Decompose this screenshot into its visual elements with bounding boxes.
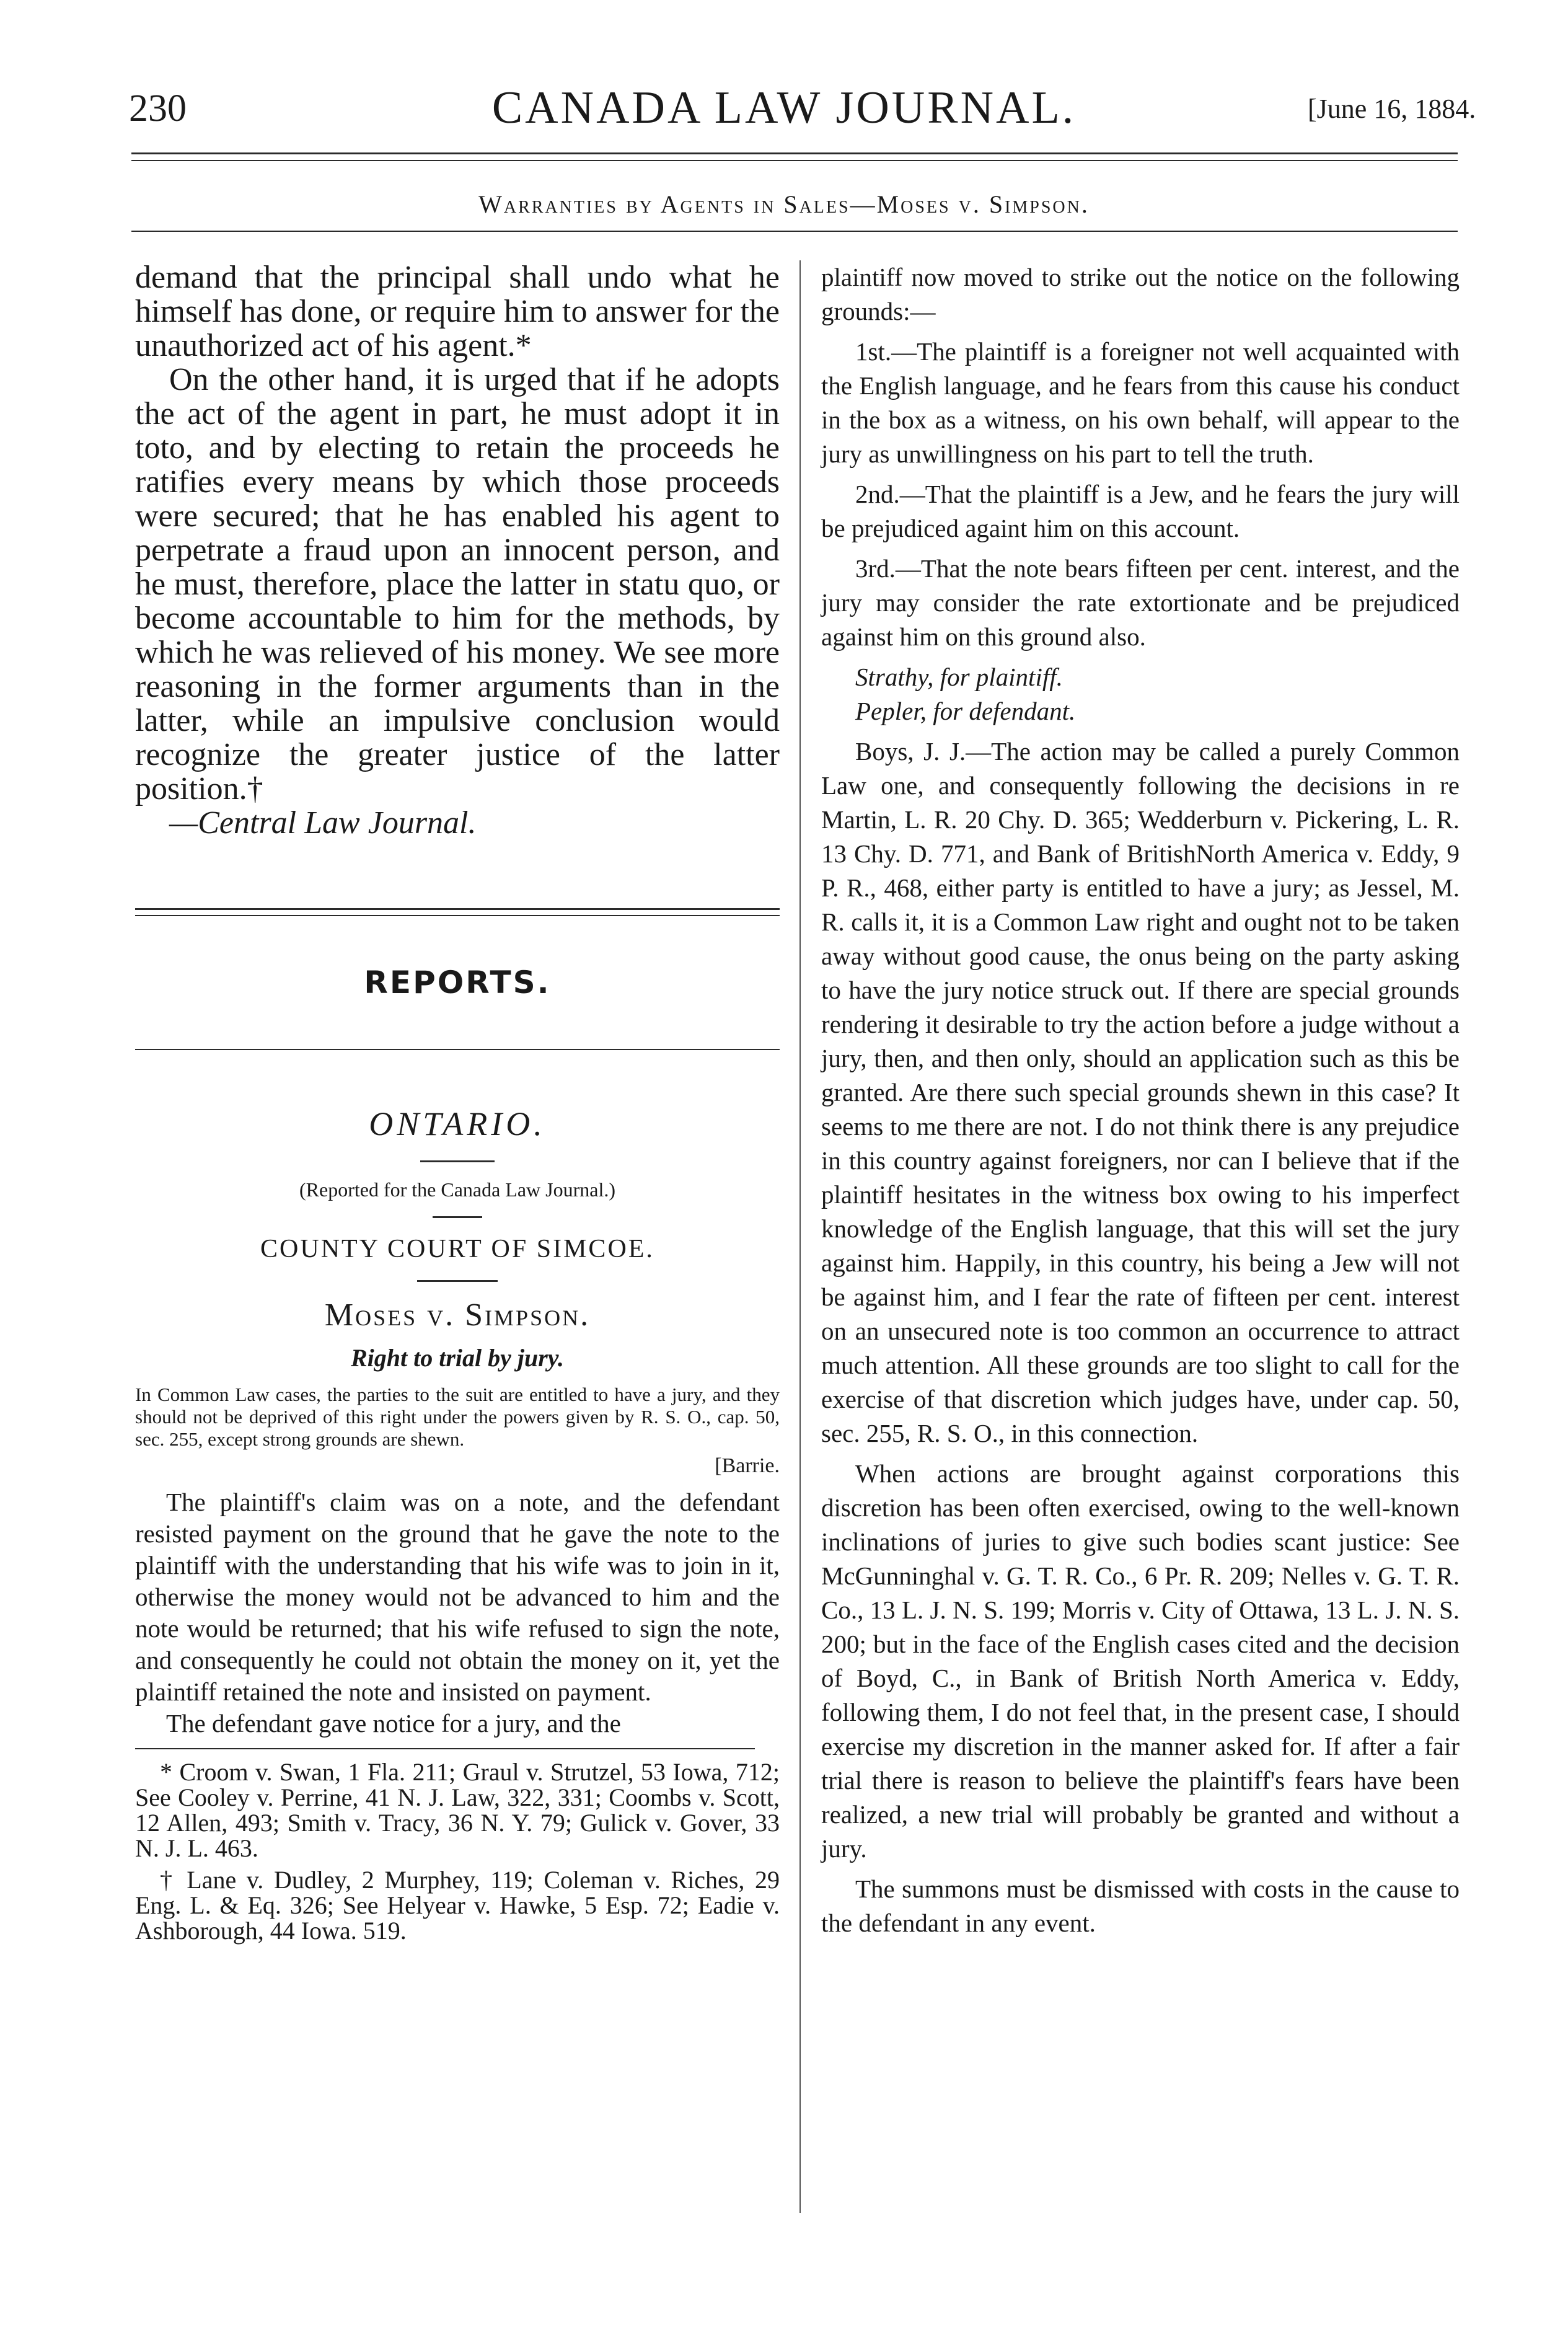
headnote: In Common Law cases, the parties to the suit are entitled to have a jury, and they should not be deprived of this right under the powers given by R. S. O., cap. 50, sec. 255, except strong grounds are shewn. bbox=[135, 1384, 780, 1450]
running-head-rule bbox=[131, 231, 1458, 232]
counsel-plaintiff: Strathy, for plaintiff. bbox=[855, 663, 1063, 691]
case-statement bbox=[135, 1486, 780, 1739]
article-source: —Central Law Journal. bbox=[169, 805, 477, 841]
header-rule-top bbox=[131, 152, 1458, 154]
header-rule-bottom bbox=[131, 160, 1458, 161]
paragraph: The plaintiff's claim was on a note, and the defendant resisted payment on the ground that he gave the note to the plaintiff with the understanding that his wife was to join in it, otherwise the money would not be advanced to him and the note would be returned; that his wife refused to sign the note, and consequently he could not obtain the money on it, yet the plaintiff retained the note and insisted on payment. bbox=[135, 1488, 780, 1706]
column-divider bbox=[799, 260, 801, 2213]
paragraph: demand that the principal shall undo what he himself has done, or require him to answer for the unauthorized act of his agent.* bbox=[135, 260, 780, 363]
footnote: * Croom v. Swan, 1 Fla. 211; Graul v. Strutzel, 53 Iowa, 712; See Cooley v. Perrine, 41 N. J. Law, 322, 331; Coombs v. Scott, 12 Allen, 493; Smith v. Tracy, 36 N. Y. 79; Gulick v. Gover, 33 N. J. L. 463. bbox=[135, 1758, 780, 1862]
paragraph: plaintiff now moved to strike out the notice on the following grounds:— bbox=[821, 263, 1460, 325]
paragraph: 2nd.—That the plaintiff is a Jew, and he fears the jury will be prejudiced againt him on this account. bbox=[821, 480, 1460, 542]
right-column bbox=[821, 260, 1460, 1946]
paragraph: 3rd.—That the note bears fifteen per cent. interest, and the jury may consider the rate extortionate and be prejudiced against him on this ground also. bbox=[821, 554, 1460, 651]
page-number: 230 bbox=[129, 87, 187, 130]
reports-heading: REPORTS. bbox=[364, 965, 551, 1000]
judgment-paragraph: Boys, J. J.—The action may be called a purely Common Law one, and consequently following the decisions in re Martin, L. R. 20 Chy. D. 365; Wedderburn v. Pickering, L. R. 13 Chy. D. 771, and Bank of BritishNorth America v. Eddy, 9 P. R., 468, either party is entitled to have a jury; as Jessel, M. R. calls it, it is a Common Law right and ought not to be taken away without good cause, the onus being on the party asking to have the jury notice struck out. If there are special grounds rendering it desirable to try the action before a judge without a jury, then, and then only, should an application such as this be granted. Are there such special grounds shewn in this case? It seems to me there are not. I do not think there is any prejudice in this country against foreigners, nor can I believe that if the plaintiff hesitates in the witness box owing to his imperfect knowledge of the English language, that this will set the jury against him. Happily, in this country, his being a Jew will not be against him, and I fear the rate of fifteen per cent. interest on an unsecured note is too common an occurrence to attract much attention. All these grounds are too slight to call for the exercise of that discretion which judges have, under cap. 50, sec. 255, R. S. O., in this connection. bbox=[821, 737, 1460, 1447]
issue-date: [June 16, 1884. bbox=[1308, 94, 1476, 124]
reported-for: (Reported for the Canada Law Journal.) bbox=[299, 1178, 616, 1201]
paragraph: 1st.—The plaintiff is a foreigner not well acquainted with the English language, and he fears from this cause his conduct in the box as a witness, on his own behalf, will appear to the jury as unwillingness on his part to tell the truth. bbox=[821, 337, 1460, 468]
judgment-paragraph: When actions are brought against corporations this discretion has been often exercised, owing to the well-known inclinations of juries to give such bodies scant justice: See McGunninghal v. G. T. R. Co., 6 Pr. R. 209; Nelles v. G. T. R. Co., 13 L. J. N. S. 199; Morris v. City of Ottawa, 13 L. J. N. S. 200; but in the face of the English cases cited and the decision of Boyd, C., in Bank of British North America v. Eddy, following them, I do not feel that, in the present case, I should exercise my discretion in the manner asked for. If after a fair trial there is reason to believe the plaintiff's fears have been realized, a new trial will probably be granted and without a jury. bbox=[821, 1459, 1460, 1863]
footnotes bbox=[135, 1759, 780, 1943]
case-title: Moses v. Simpson. bbox=[324, 1297, 591, 1333]
court-name: COUNTY COURT OF SIMCOE. bbox=[260, 1235, 654, 1263]
running-head: Warranties by Agents in Sales—Moses v. Simpson. bbox=[478, 190, 1090, 218]
footnote: † Lane v. Dudley, 2 Murphey, 119; Coleman v. Riches, 29 Eng. L. & Eq. 326; See Helyear v. Hawke, 5 Esp. 72; Eadie v. Ashborough, 44 Iowa. 519. bbox=[135, 1866, 780, 1945]
case-report-continued bbox=[821, 260, 1460, 1940]
province-heading: ONTARIO. bbox=[369, 1105, 546, 1142]
venue: [Barrie. bbox=[715, 1454, 780, 1477]
case-subject: Right to trial by jury. bbox=[350, 1344, 565, 1372]
journal-title: CANADA LAW JOURNAL. bbox=[491, 82, 1077, 133]
paragraph: The defendant gave notice for a jury, and the bbox=[166, 1709, 621, 1738]
article-conclusion bbox=[135, 260, 780, 840]
left-column bbox=[135, 260, 780, 1950]
counsel-defendant: Pepler, for defendant. bbox=[855, 697, 1076, 725]
paragraph: On the other hand, it is urged that if he adopts the act of the agent in part, he must adopt it in toto, and by electing to retain the proceeds he ratifies every means by which those proceeds were secured; that he has enabled his agent to perpetrate a fraud upon an innocent person, and he must, therefore, place the latter in statu quo, or become accountable to him for the methods, by which he was relieved of his money. We see more reasoning in the former arguments than in the latter, while an impulsive conclusion would recognize the greater justice of the latter position.† bbox=[135, 362, 780, 806]
judgment-paragraph: The summons must be dismissed with costs in the cause to the defendant in any event. bbox=[821, 1875, 1460, 1937]
